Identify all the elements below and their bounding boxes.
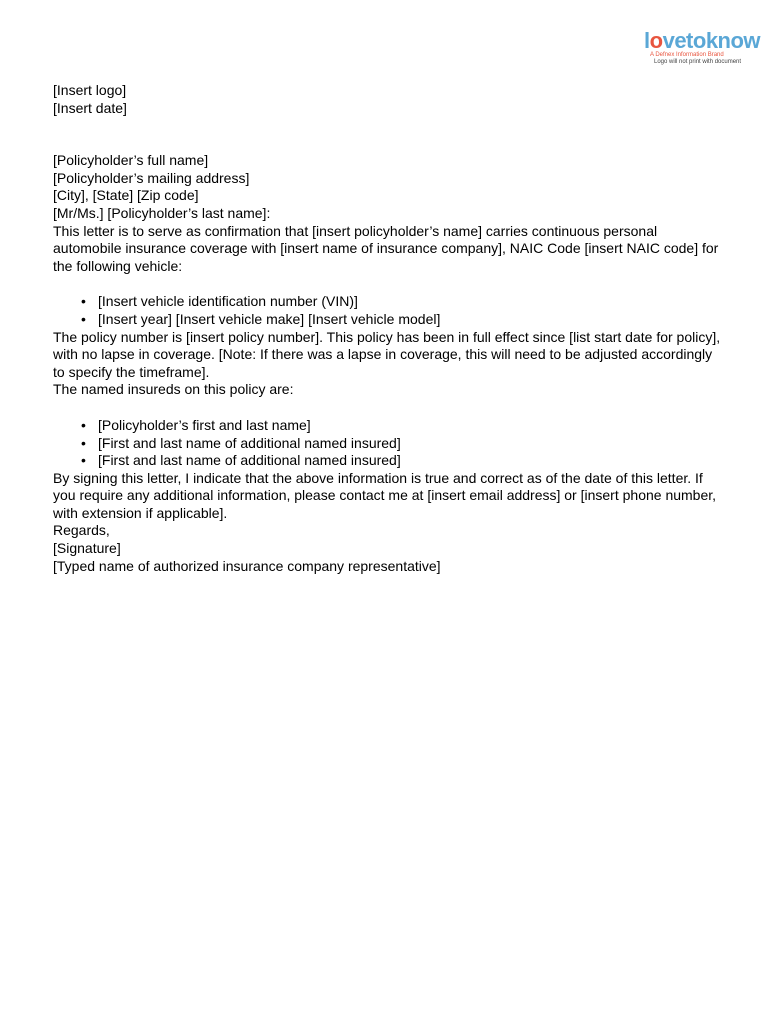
bullet-icon: •: [81, 452, 86, 469]
address-line: [Policyholder’s mailing address]: [53, 169, 250, 186]
list-item: [53, 311, 723, 329]
logo-word-rest: vetoknow: [662, 28, 761, 53]
list-item: [53, 435, 723, 453]
logo-print-note: Logo will not print with document: [654, 59, 742, 65]
logo-heart-o: o: [649, 28, 663, 53]
bullet-icon: •: [81, 310, 86, 327]
lovetoknow-logo[interactable]: [644, 30, 762, 66]
closing: Regards,: [53, 522, 110, 539]
salutation: [Mr/Ms.] [Policyholder’s last name]:: [53, 204, 271, 221]
vehicle-list: [53, 293, 723, 328]
insert-logo-placeholder: [Insert logo]: [53, 82, 127, 98]
list-item-text: [First and last name of additional named insured]: [98, 434, 401, 451]
attestation-paragraph: By signing this letter, I indicate that the above information is true and correct as of the date of this letter. If you require any additional information, please contact me at [insert email address] or [insert phone number, with extension if applicable].: [53, 469, 717, 521]
list-item-text: [Insert year] [Insert vehicle make] [Insert vehicle model]: [98, 310, 441, 327]
list-item-text: [Insert vehicle identification number (VIN)]: [98, 293, 358, 310]
recipient-address: [53, 152, 723, 205]
logo-letter-l: l: [644, 28, 650, 53]
list-item-text: [Policyholder’s first and last name]: [98, 416, 311, 433]
list-item: [53, 452, 723, 470]
bullet-icon: •: [81, 293, 86, 310]
list-item-text: [First and last name of additional named insured]: [98, 452, 401, 469]
list-item: [53, 417, 723, 435]
address-line: [Policyholder’s full name]: [53, 152, 209, 169]
address-line: [City], [State] [Zip code]: [53, 187, 199, 204]
list-item: [53, 293, 723, 311]
insureds-list: [53, 417, 723, 470]
letter-body: [53, 82, 723, 575]
confirmation-paragraph: This letter is to serve as confirmation that [insert policyholder’s name] carries continuous personal automobile insurance coverage with [insert name of insurance company], NAIC Code [insert NAIC code] for the following vehicle:: [53, 222, 719, 274]
policy-paragraph: The policy number is [insert policy number]. This policy has been in full effect since [list start date for policy], with no lapse in coverage. [Note: If there was a lapse in coverage, this will need to be adjusted accordingly to specify the timeframe].: [53, 328, 721, 380]
insert-date-placeholder: [Insert date]: [53, 99, 127, 116]
signature-placeholder: [Signature]: [53, 540, 121, 557]
typed-name-placeholder: [Typed name of authorized insurance company representative]: [53, 557, 441, 574]
bullet-icon: •: [81, 434, 86, 451]
insureds-intro: The named insureds on this policy are:: [53, 381, 294, 398]
bullet-icon: •: [81, 416, 86, 433]
logo-wordmark: [644, 30, 762, 52]
logo-tagline: A Defnex Information Brand: [650, 52, 724, 58]
